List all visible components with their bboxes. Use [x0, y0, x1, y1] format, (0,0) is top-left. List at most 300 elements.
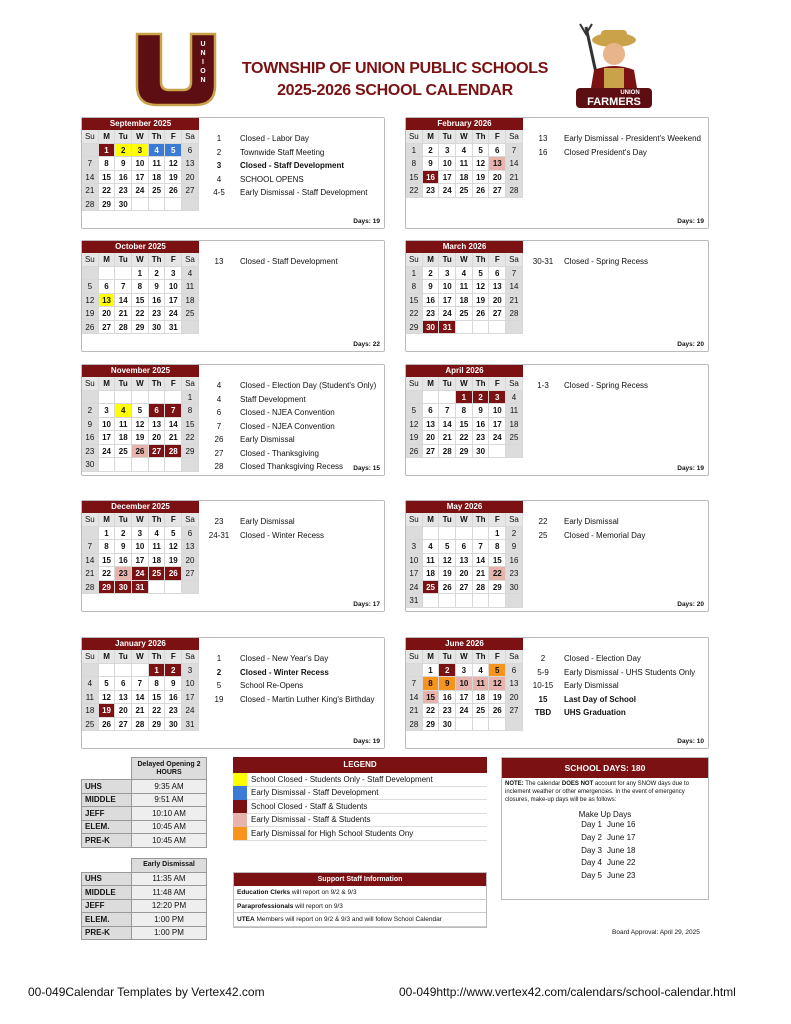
day-cell: 6: [99, 280, 116, 294]
month-events: [204, 652, 384, 706]
event-date: 27: [214, 448, 224, 458]
day-cell: 27: [506, 704, 523, 718]
day-cell: 4: [149, 527, 166, 541]
weekday-header: F: [489, 253, 506, 267]
day-cell: 2: [423, 144, 440, 158]
day-cell: 4: [82, 677, 99, 691]
day-cell: 11: [456, 157, 473, 171]
time-row: [82, 872, 207, 886]
day-cell: 11: [115, 418, 132, 432]
day-cell: 17: [456, 691, 473, 705]
event-date: 7: [216, 421, 222, 431]
day-cell: 9: [423, 157, 440, 171]
month-panel: [405, 364, 709, 476]
event-text: Closed - NJEA Convention: [240, 421, 335, 431]
weekday-header: W: [132, 377, 149, 391]
weekday-header: M: [423, 650, 440, 664]
day-cell: 17: [439, 294, 456, 308]
day-cell: 23: [115, 184, 132, 198]
day-cell: 2: [115, 527, 132, 541]
weekday-header: M: [423, 130, 440, 144]
day-cell: 29: [99, 581, 116, 595]
weekday-header: F: [489, 650, 506, 664]
weekday-header: W: [132, 130, 149, 144]
event-text: Closed - New Year's Day: [240, 654, 329, 663]
day-cell: 25: [506, 431, 523, 445]
day-cell: 20: [149, 431, 166, 445]
day-cell: 26: [132, 445, 149, 459]
month-grid: [406, 650, 523, 731]
day-cell: 8: [132, 280, 149, 294]
event-text: Early Dismissal: [564, 681, 619, 690]
day-cell: 4: [423, 540, 440, 554]
weekday-header: Su: [82, 253, 99, 267]
days-count: Days: 10: [677, 738, 704, 745]
day-cell: 18: [506, 418, 523, 432]
day-cell: 27: [115, 718, 132, 732]
event-text: Closed - Spring Recess: [564, 381, 649, 390]
day-cell: 23: [423, 307, 440, 321]
school-days-box: [501, 757, 709, 900]
day-cell: 4: [473, 664, 490, 678]
day-cell: 31: [132, 581, 149, 595]
day-cell: 3: [182, 664, 199, 678]
support-header: Support Staff Information: [234, 873, 486, 886]
day-cell: 29: [99, 198, 116, 212]
empty-cell: [489, 718, 506, 732]
days-count: Days: 19: [677, 465, 704, 472]
day-cell: 7: [439, 404, 456, 418]
day-cell: 15: [99, 554, 116, 568]
day-cell: 29: [423, 718, 440, 732]
event-date: 19: [214, 694, 224, 704]
school-name: PRE-K: [82, 834, 132, 848]
day-cell: 2: [506, 527, 523, 541]
empty-cell: [132, 664, 149, 678]
day-cell: 14: [473, 554, 490, 568]
time-value: 1:00 PM: [132, 913, 207, 927]
svg-text:FARMERS: FARMERS: [587, 96, 641, 108]
day-cell: 11: [149, 540, 166, 554]
empty-cell: [439, 527, 456, 541]
day-cell: 7: [165, 404, 182, 418]
day-cell: 2: [473, 391, 490, 405]
day-cell: 4: [115, 404, 132, 418]
day-cell: 1: [489, 527, 506, 541]
day-cell: 18: [456, 294, 473, 308]
title-line1: TOWNSHIP OF UNION PUBLIC SCHOOLS: [241, 60, 549, 77]
day-cell: 5: [406, 404, 423, 418]
weekday-header: W: [456, 650, 473, 664]
day-cell: 25: [423, 581, 440, 595]
day-cell: 22: [182, 431, 199, 445]
empty-cell: [99, 391, 116, 405]
day-cell: 29: [132, 321, 149, 335]
days-count: Days: 19: [353, 218, 380, 225]
empty-cell: [149, 581, 166, 595]
event-row: [204, 132, 384, 146]
day-cell: 26: [406, 445, 423, 459]
day-cell: 3: [406, 540, 423, 554]
day-cell: 30: [149, 321, 166, 335]
makeup-day: Day 4 June 22: [581, 858, 636, 868]
day-cell: 19: [165, 171, 182, 185]
event-date: 24-31: [208, 530, 230, 540]
day-cell: 6: [182, 144, 199, 158]
event-row: [204, 529, 384, 543]
day-cell: 18: [456, 171, 473, 185]
event-row: [204, 420, 384, 434]
weekday-header: Tu: [439, 650, 456, 664]
day-cell: 31: [165, 321, 182, 335]
day-cell: 20: [456, 567, 473, 581]
empty-cell: [456, 527, 473, 541]
day-cell: 24: [439, 307, 456, 321]
day-cell: 18: [115, 431, 132, 445]
day-cell: 29: [182, 445, 199, 459]
event-text: Early Dismissal: [240, 435, 295, 444]
weekday-header: Sa: [506, 513, 523, 527]
early-dismissal-header: Early Dismissal: [132, 859, 207, 873]
weekday-header: Tu: [115, 513, 132, 527]
weekday-header: Th: [149, 650, 166, 664]
day-cell: 1: [99, 527, 116, 541]
event-text: Early Dismissal - Staff Development: [240, 188, 368, 197]
day-cell: 13: [456, 554, 473, 568]
event-text: Closed - Election Day: [564, 654, 641, 663]
farmers-mascot-logo: [568, 22, 660, 112]
month-title: March 2026: [406, 241, 523, 253]
day-cell: 17: [165, 294, 182, 308]
legend-swatch: [233, 786, 247, 800]
day-cell: 19: [132, 431, 149, 445]
day-cell: 22: [489, 567, 506, 581]
day-cell: 25: [149, 184, 166, 198]
day-cell: 30: [82, 458, 99, 472]
empty-cell: [149, 391, 166, 405]
day-cell: 19: [165, 554, 182, 568]
footer-right: 00-049http://www.vertex42.com/calendars/school-calendar.html: [399, 985, 736, 999]
time-row: [82, 834, 207, 848]
day-cell: 6: [506, 664, 523, 678]
day-cell: 1: [99, 144, 116, 158]
school-name: MIDDLE: [82, 886, 132, 900]
time-row: [82, 780, 207, 794]
day-cell: 4: [506, 391, 523, 405]
day-cell: 5: [99, 677, 116, 691]
days-count: Days: 17: [353, 601, 380, 608]
day-cell: 25: [456, 307, 473, 321]
day-cell: 10: [439, 157, 456, 171]
day-cell: 20: [99, 307, 116, 321]
month-title: April 2026: [406, 365, 523, 377]
day-cell: 9: [115, 157, 132, 171]
event-date: 1-3: [537, 381, 549, 390]
empty-cell: [165, 581, 182, 595]
day-cell: 13: [115, 691, 132, 705]
event-text: Closed - Thanksgiving: [240, 448, 320, 458]
day-cell: 24: [456, 704, 473, 718]
day-cell: 24: [182, 704, 199, 718]
day-cell: 17: [132, 554, 149, 568]
day-cell: 23: [423, 184, 440, 198]
month-events: [204, 132, 384, 200]
day-cell: 27: [423, 445, 440, 459]
weekday-header: W: [132, 253, 149, 267]
day-cell: 26: [489, 704, 506, 718]
time-value: 10:45 AM: [132, 820, 207, 834]
time-row: [82, 926, 207, 940]
day-cell: 21: [406, 704, 423, 718]
event-row: [204, 693, 384, 707]
day-cell: 17: [182, 691, 199, 705]
day-cell: 30: [115, 581, 132, 595]
empty-cell: [489, 321, 506, 335]
school-name: MIDDLE: [82, 793, 132, 807]
day-cell: 30: [506, 581, 523, 595]
month-grid: [82, 377, 199, 472]
day-cell: 4: [182, 267, 199, 281]
day-cell: 21: [115, 307, 132, 321]
day-cell: 8: [456, 404, 473, 418]
day-cell: 5: [439, 540, 456, 554]
day-cell: 22: [406, 184, 423, 198]
event-date: 2: [216, 667, 222, 677]
day-cell: 26: [165, 567, 182, 581]
school-name: JEFF: [82, 807, 132, 821]
month-events: [528, 379, 708, 393]
empty-cell: [132, 198, 149, 212]
weekday-header: Sa: [182, 130, 199, 144]
day-cell: 11: [182, 280, 199, 294]
weekday-header: Sa: [506, 377, 523, 391]
day-cell: 2: [82, 404, 99, 418]
weekday-header: Su: [406, 130, 423, 144]
day-cell: 8: [406, 280, 423, 294]
day-cell: 1: [406, 267, 423, 281]
empty-cell: [439, 391, 456, 405]
event-date: 4: [216, 381, 222, 390]
day-cell: 25: [182, 307, 199, 321]
legend-label: School Closed - Staff & Students: [251, 801, 368, 811]
day-cell: 30: [423, 321, 440, 335]
day-cell: 23: [439, 704, 456, 718]
empty-cell: [456, 321, 473, 335]
weekday-header: F: [489, 513, 506, 527]
day-cell: 15: [406, 294, 423, 308]
month-grid: [82, 650, 199, 731]
event-text: Early Dismissal - UHS Students Only: [564, 667, 696, 677]
weekday-header: Su: [406, 253, 423, 267]
event-date: TBD: [534, 708, 552, 717]
month-events: [528, 515, 708, 542]
day-cell: 7: [115, 280, 132, 294]
day-cell: 15: [132, 294, 149, 308]
school-name: UHS: [82, 780, 132, 794]
day-cell: 9: [82, 418, 99, 432]
day-cell: 16: [115, 554, 132, 568]
delayed-opening-header: Delayed Opening 2 HOURS: [132, 758, 207, 780]
event-row: [204, 679, 384, 693]
day-cell: 21: [82, 567, 99, 581]
footer-left: 00-049Calendar Templates by Vertex42.com: [28, 985, 265, 999]
day-cell: 7: [473, 540, 490, 554]
day-cell: 13: [99, 294, 116, 308]
day-cell: 1: [423, 664, 440, 678]
day-cell: 13: [182, 540, 199, 554]
event-text: School Re-Opens: [240, 681, 304, 690]
day-cell: 5: [473, 267, 490, 281]
event-text: Closed Thanksgiving Recess: [240, 462, 344, 471]
day-cell: 13: [423, 418, 440, 432]
makeup-day: Day 2 June 17: [581, 832, 636, 842]
days-count: Days: 19: [353, 738, 380, 745]
support-staff-info: [233, 872, 487, 928]
weekday-header: M: [99, 253, 116, 267]
days-count: Days: 22: [353, 341, 380, 348]
day-cell: 10: [99, 418, 116, 432]
weekday-header: Su: [82, 513, 99, 527]
empty-cell: [473, 718, 490, 732]
day-cell: 6: [423, 404, 440, 418]
day-cell: 16: [506, 554, 523, 568]
empty-cell: [82, 527, 99, 541]
day-cell: 28: [132, 718, 149, 732]
day-cell: 3: [456, 664, 473, 678]
month-panel: [81, 500, 385, 612]
event-row: [528, 666, 708, 680]
empty-cell: [182, 581, 199, 595]
day-cell: 22: [99, 567, 116, 581]
event-row: [204, 186, 384, 200]
event-text: Closed - Election Day (Student's Only): [240, 381, 377, 390]
event-date: 4: [216, 394, 222, 404]
day-cell: 4: [149, 144, 166, 158]
day-cell: 26: [473, 307, 490, 321]
school-name: ELEM.: [82, 913, 132, 927]
weekday-header: W: [456, 130, 473, 144]
empty-cell: [115, 267, 132, 281]
day-cell: 8: [99, 540, 116, 554]
day-cell: 28: [82, 198, 99, 212]
empty-cell: [82, 144, 99, 158]
month-panel: [81, 117, 385, 229]
time-row: [82, 899, 207, 913]
day-cell: 10: [439, 280, 456, 294]
day-cell: 4: [456, 144, 473, 158]
day-cell: 16: [82, 431, 99, 445]
day-cell: 20: [423, 431, 440, 445]
day-cell: 4: [456, 267, 473, 281]
weekday-header: Tu: [439, 513, 456, 527]
event-row: [204, 146, 384, 160]
day-cell: 18: [149, 554, 166, 568]
time-value: 9:35 AM: [132, 780, 207, 794]
month-panel: [81, 240, 385, 352]
day-cell: 19: [489, 691, 506, 705]
event-text: Early Dismissal: [240, 517, 295, 526]
day-cell: 11: [423, 554, 440, 568]
svg-text:I: I: [202, 59, 204, 66]
day-cell: 23: [165, 704, 182, 718]
day-cell: 5: [132, 404, 149, 418]
day-cell: 21: [473, 567, 490, 581]
weekday-header: Th: [149, 253, 166, 267]
day-cell: 24: [132, 567, 149, 581]
day-cell: 10: [456, 677, 473, 691]
day-cell: 26: [165, 184, 182, 198]
day-cell: 3: [489, 391, 506, 405]
day-cell: 5: [473, 144, 490, 158]
legend-label: School Closed - Students Only - Staff Development: [251, 774, 433, 784]
event-row: [204, 255, 384, 269]
time-row: [82, 807, 207, 821]
month-title: May 2026: [406, 501, 523, 513]
weekday-header: Tu: [115, 130, 132, 144]
event-text: Closed President's Day: [564, 147, 647, 157]
early-dismissal-table: [81, 858, 207, 940]
day-cell: 30: [165, 718, 182, 732]
day-cell: 12: [165, 157, 182, 171]
weekday-header: Th: [473, 253, 490, 267]
empty-cell: [506, 445, 523, 459]
school-name: JEFF: [82, 899, 132, 913]
day-cell: 23: [506, 567, 523, 581]
event-date: 2: [216, 147, 222, 157]
svg-text:U: U: [200, 41, 206, 48]
month-grid: [82, 513, 199, 594]
day-cell: 10: [165, 280, 182, 294]
day-cell: 23: [149, 307, 166, 321]
makeup-day: Day 3 June 18: [581, 845, 636, 855]
weekday-header: W: [456, 253, 473, 267]
days-count: Days: 20: [677, 601, 704, 608]
day-cell: 17: [489, 418, 506, 432]
day-cell: 28: [165, 445, 182, 459]
day-cell: 18: [423, 567, 440, 581]
weekday-header: W: [132, 650, 149, 664]
day-cell: 15: [182, 418, 199, 432]
weekday-header: F: [165, 377, 182, 391]
event-row: [204, 515, 384, 529]
empty-cell: [182, 321, 199, 335]
day-cell: 9: [423, 280, 440, 294]
time-value: 11:48 AM: [132, 886, 207, 900]
day-cell: 28: [82, 581, 99, 595]
day-cell: 1: [456, 391, 473, 405]
day-cell: 5: [165, 144, 182, 158]
event-text: Early Dismissal - President's Weekend: [564, 134, 701, 143]
title-line2: 2025-2026 SCHOOL CALENDAR: [277, 82, 513, 99]
day-cell: 27: [489, 184, 506, 198]
event-date: 26: [214, 435, 224, 444]
day-cell: 24: [165, 307, 182, 321]
day-cell: 12: [132, 418, 149, 432]
empty-cell: [473, 321, 490, 335]
day-cell: 8: [489, 540, 506, 554]
day-cell: 22: [149, 704, 166, 718]
month-title: September 2025: [82, 118, 199, 130]
event-text: Townwide Staff Meeting: [240, 147, 325, 157]
event-row: [528, 529, 708, 543]
empty-cell: [439, 594, 456, 608]
day-cell: 24: [99, 445, 116, 459]
empty-cell: [423, 594, 440, 608]
day-cell: 9: [165, 677, 182, 691]
weekday-header: M: [99, 377, 116, 391]
weekday-header: M: [423, 253, 440, 267]
empty-cell: [132, 391, 149, 405]
